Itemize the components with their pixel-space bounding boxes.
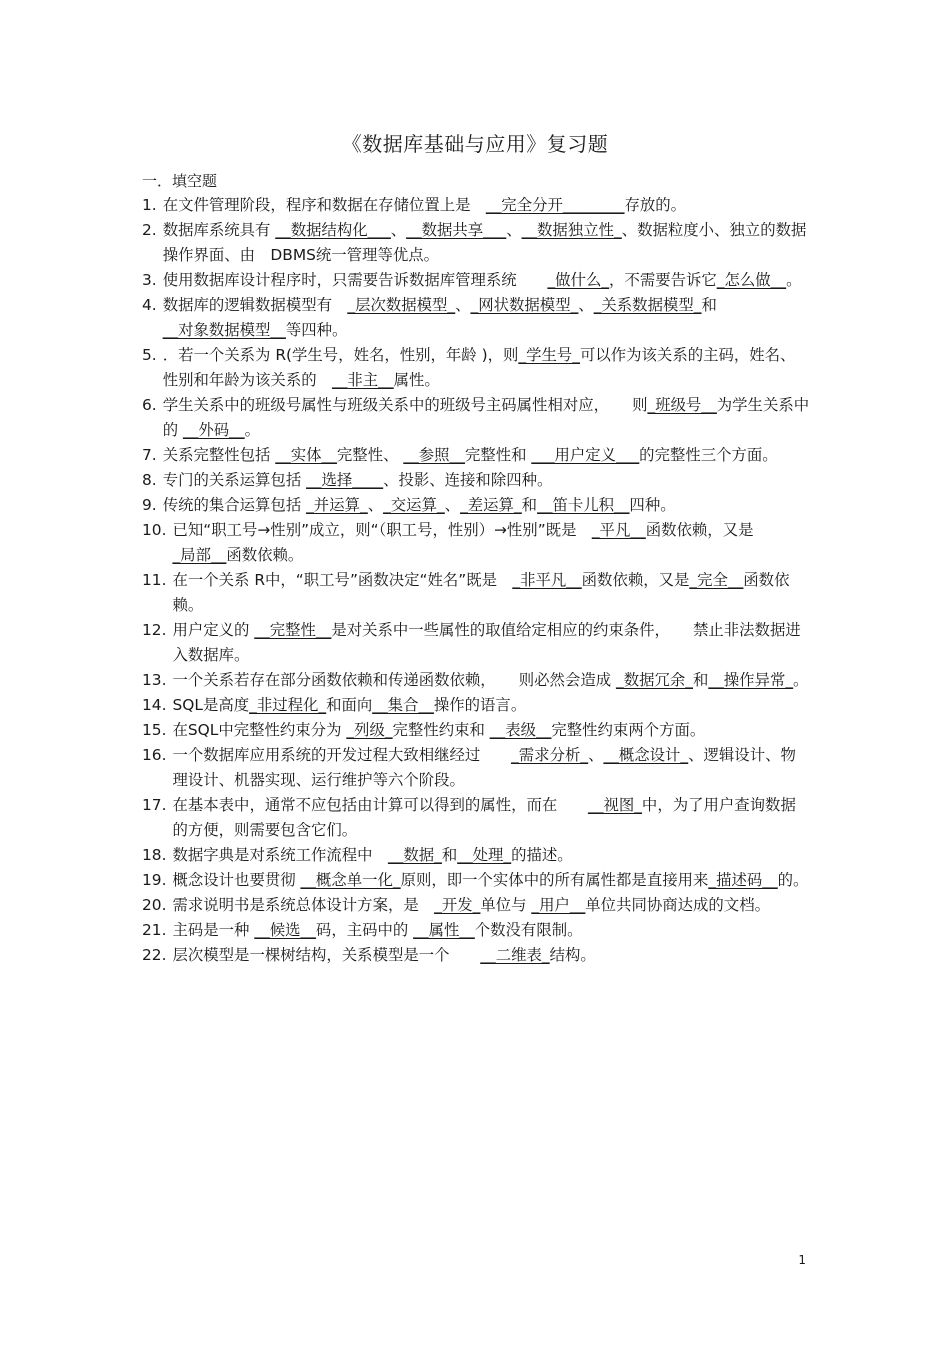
answer-blank: _平凡__ [591,521,646,539]
question-text-segment: 使用数据库设计程序时，只需要告诉数据库管理系统 [162,271,548,289]
question-item [142,518,810,568]
answer-blank: __属性__ [413,921,475,939]
question-text-segment: 、 [506,221,522,239]
question-text-segment: 在SQL中完整性约束分为 [172,721,347,739]
question-text [172,618,810,668]
question-text-segment: 中，为了用户查询数据的方便，则需要包含它们。 [172,796,796,839]
question-text-segment: 和面向 [326,696,373,714]
question-item [142,293,810,343]
answer-blank: __参照__ [403,446,465,464]
question-text-segment: 、 [588,746,604,764]
question-item [142,568,810,618]
question-item [142,843,810,868]
question-number: 7. [142,446,157,464]
question-text-segment: 操作的语言。 [433,696,527,714]
question-item [142,218,810,268]
question-number: 4. [142,296,157,314]
question-item [142,393,810,443]
answer-blank: __数据_ [387,846,442,864]
question-number: 16. [142,746,167,764]
answer-blank: _做什么_ [547,271,610,289]
question-number: 2. [142,221,157,239]
question-text [172,793,810,843]
answer-blank: __表级__ [489,721,552,739]
question-text-segment: 码，主码中的 [315,921,414,939]
answer-blank: __数据结构化___ [275,221,391,239]
question-text-segment: 的完整性三个方面。 [639,446,778,464]
question-text-segment: 完整性约束两个方面。 [551,721,706,739]
question-text-segment: ，不需要告诉它 [609,271,717,289]
answer-blank: _用户__ [531,896,586,914]
page-number: 1 [798,1253,806,1267]
question-item [142,893,810,918]
question-text-segment: 原则，即一个实体中的所有属性都是直接用来 [400,871,709,889]
question-text-segment: 专门的关系运算包括 [162,471,307,489]
question-text-segment: 函数依赖。 [226,546,304,564]
answer-blank: _非过程化_ [249,696,327,714]
question-text-segment: 个数没有限制。 [474,921,583,939]
question-number: 14. [142,696,167,714]
question-number: 8. [142,471,157,489]
question-number: 10. [142,521,167,539]
question-text-segment: 函数依赖，又是 [645,521,754,539]
question-text-segment: 和 [692,671,709,689]
question-text-segment: 和 [521,496,538,514]
question-text-segment: 在文件管理阶段，程序和数据在存储位置上是 [162,196,486,214]
question-text [163,193,810,218]
question-text-segment: 。 [786,271,802,289]
question-number: 21. [142,921,167,939]
question-text-segment: 单位与 [480,896,532,914]
question-item [142,918,810,943]
question-text-segment: 结构。 [549,946,596,964]
question-text-segment: 、 [367,496,384,514]
question-text-segment: 、投影、连接和除四种。 [383,471,553,489]
question-text-segment: 、逻辑设计、物理设计、机器实现、运行维护等六个阶段。 [172,746,796,789]
answer-blank: ___用户定义___ [531,446,640,464]
question-text [172,943,810,968]
question-text-segment: 完整性约束和 [392,721,490,739]
question-text [172,568,810,618]
question-number: 13. [142,671,167,689]
answer-blank: _需求分析_ [511,746,589,764]
question-text-segment: 已知“职工号→性别”成立，则“（职工号，性别）→性别”既是 [172,521,592,539]
answer-blank: __外码__ [182,421,245,439]
answer-blank: _网状数据模型_ [470,296,579,314]
answer-blank: _差运算_ [460,496,522,514]
question-number: 15. [142,721,167,739]
answer-blank: __概念设计_ [603,746,689,764]
answer-blank: _非平凡__ [512,571,582,589]
question-number: 11. [142,571,167,589]
question-text-segment: 在基本表中，通常不应包括由计算可以得到的属性，而在 [172,796,589,814]
question-text [163,343,810,393]
question-text-segment: 需求说明书是系统总体设计方案，是 [172,896,435,914]
answer-blank: _并运算_ [306,496,368,514]
question-text [172,843,810,868]
question-text-segment: 属性。 [393,371,440,389]
answer-blank: _描述码__ [708,871,778,889]
question-item [142,718,810,743]
question-text-segment: 四种。 [629,496,676,514]
question-item [142,793,810,843]
question-text-segment: 完整性和 [464,446,532,464]
answer-blank: __二维表_ [480,946,550,964]
question-text-segment: 层次模型是一棵树结构，关系模型是一个 [172,946,481,964]
answer-blank: __选择____ [306,471,384,489]
question-item [142,668,810,693]
question-number: 12. [142,621,167,639]
question-text-segment: 可以作为该关系的主码，姓名、性别和年龄为该关系的 [162,346,796,389]
answer-blank: _开发_ [434,896,481,914]
question-text [163,268,810,293]
question-item [142,443,810,468]
answer-blank: _班级号__ [647,396,717,414]
answer-blank: __概念单一化_ [300,871,401,889]
question-text [172,693,810,718]
question-text-segment: 数据库系统具有 [162,221,276,239]
question-item [142,193,810,218]
question-text [163,468,810,493]
question-text-segment: 完整性、 [336,446,404,464]
question-number: 18. [142,846,167,864]
question-text-segment: 是对关系中一些属性的取值给定相应的约束条件， 禁止非法数据进入数据库。 [172,621,801,664]
question-item [142,268,810,293]
question-text-segment: 、 [455,296,471,314]
section-heading: 一．填空题 [142,172,218,190]
answer-blank: _完全__ [689,571,744,589]
question-text [172,893,810,918]
answer-blank: _交运算_ [383,496,445,514]
question-text [163,218,810,268]
question-text-segment: 概念设计也要贯彻 [172,871,301,889]
answer-blank: __处理_ [457,846,512,864]
question-text-segment: 和 [441,846,458,864]
question-text-segment: 关系完整性包括 [162,446,276,464]
question-text [163,493,810,518]
question-text-segment: 主码是一种 [172,921,255,939]
answer-blank: __数据共享___ [406,221,507,239]
answer-blank: __完全分开________ [485,196,625,214]
question-number: 17. [142,796,167,814]
page-title: 《数据库基础与应用》复习题 [341,132,609,156]
question-text-segment: 一个关系若存在部分函数依赖和传递函数依赖， 则必然会造成 [172,671,617,689]
question-text [172,918,810,943]
question-number: 1. [142,196,157,214]
question-number: 6. [142,396,157,414]
question-text-segment: 等四种。 [285,321,348,339]
question-item [142,343,810,393]
question-text-segment: 数据字典是对系统工作流程中 [172,846,388,864]
answer-blank: __操作异常_ [708,671,794,689]
question-text [172,668,810,693]
answer-blank: _关系数据模型_ [593,296,702,314]
question-text [163,393,810,443]
question-number: 20. [142,896,167,914]
question-text [172,868,810,893]
question-item [142,618,810,668]
question-item [142,943,810,968]
answer-blank: __候选__ [254,921,316,939]
question-text-segment: 、 [578,296,594,314]
answer-blank: _局部__ [172,546,227,564]
answer-blank: __数据独立性_ [521,221,622,239]
answer-blank: __非主__ [332,371,394,389]
question-text-segment: 单位共同协商达成的文档。 [585,896,770,914]
question-text [172,718,810,743]
answer-blank: _学生号_ [518,346,580,364]
question-number: 9. [142,496,157,514]
question-text-segment: 在一个关系 R中，“职工号”函数决定“姓名”既是 [172,571,513,589]
question-number: 3. [142,271,157,289]
question-text [172,518,810,568]
question-item [142,493,810,518]
question-list [142,193,810,968]
question-text-segment: 函数依赖。 [172,571,790,614]
answer-blank: __笛卡儿积__ [537,496,630,514]
question-text-segment: 传统的集合运算包括 [162,496,307,514]
question-text [172,743,810,793]
question-text-segment: 、 [390,221,407,239]
question-text-segment: 数据库的逻辑数据模型有 [162,296,348,314]
answer-blank: _列级_ [346,721,393,739]
question-text-segment: 和 [701,296,717,314]
question-text-segment: 。 [244,421,260,439]
answer-blank: __对象数据模型__ [162,321,286,339]
question-text-segment: 学生关系中的班级号属性与班级关系中的班级号主码属性相对应， 则 [162,396,648,414]
question-text-segment: 为学生关系中的 [162,396,810,439]
answer-blank: __实体__ [275,446,337,464]
question-text-segment: 用户定义的 [172,621,255,639]
question-number: 22. [142,946,167,964]
question-text [163,293,810,343]
question-text-segment: 函数依赖，又是 [581,571,690,589]
question-text-segment: SQL是高度 [172,696,250,714]
answer-blank: __完整性__ [254,621,332,639]
question-text-segment: 、 [444,496,461,514]
answer-blank: __集合__ [372,696,434,714]
answer-blank: _数据冗余_ [616,671,693,689]
question-number: 5. [142,346,157,364]
question-text-segment: 的描述。 [511,846,573,864]
answer-blank: _层次数据模型_ [347,296,456,314]
question-text-segment: 的。 [777,871,809,889]
answer-blank: _怎么做__ [716,271,787,289]
question-text-segment: 存放的。 [624,196,687,214]
question-text [163,443,810,468]
question-text-segment: 、数据粒度小、独立的数据操作界面、由 DBMS统一管理等优点。 [162,221,807,264]
question-item [142,693,810,718]
question-text-segment: 一个数据库应用系统的开发过程大致相继经过 [172,746,512,764]
question-item [142,868,810,893]
question-text-segment: ．若一个关系为 R(学生号，姓名，性别，年龄 )，则 [162,346,519,364]
question-number: 19. [142,871,167,889]
question-item [142,743,810,793]
question-text-segment: 。 [793,671,809,689]
question-item [142,468,810,493]
answer-blank: __视图_ [588,796,642,814]
